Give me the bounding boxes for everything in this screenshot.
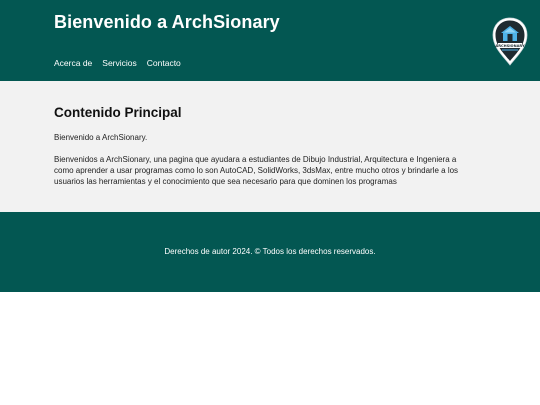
main-nav	[54, 58, 191, 68]
svg-text:ARCHSIONARY: ARCHSIONARY	[495, 44, 525, 48]
main-heading: Contenido Principal	[54, 105, 182, 120]
archsionary-logo-icon[interactable]	[492, 17, 528, 67]
site-header	[0, 0, 540, 81]
copyright-text: Derechos de autor 2024. © Todos los derechos reservados.	[164, 247, 376, 256]
intro-text: Bienvenido a ArchSionary.	[54, 133, 148, 142]
description-text: Bienvenidos a ArchSionary, una pagina que ayudara a estudiantes de Dibujo Industrial, Arquitectura e Ingeniera a como aprender a usar programas como lo son AutoCAD, SolidWorks, 3dsMax, entre mucho otros y brindarle a los usuarios las herramientas y el conocimiento que sea necesario para que dominen los programas	[54, 155, 459, 186]
nav-link-acerca[interactable]: Acerca de	[54, 58, 93, 68]
site-title: Bienvenido a ArchSionary	[54, 12, 280, 32]
nav-link-servicios[interactable]: Servicios	[102, 58, 137, 68]
nav-link-contacto[interactable]: Contacto	[146, 58, 181, 68]
main-content	[0, 81, 540, 212]
site-footer	[0, 212, 540, 292]
